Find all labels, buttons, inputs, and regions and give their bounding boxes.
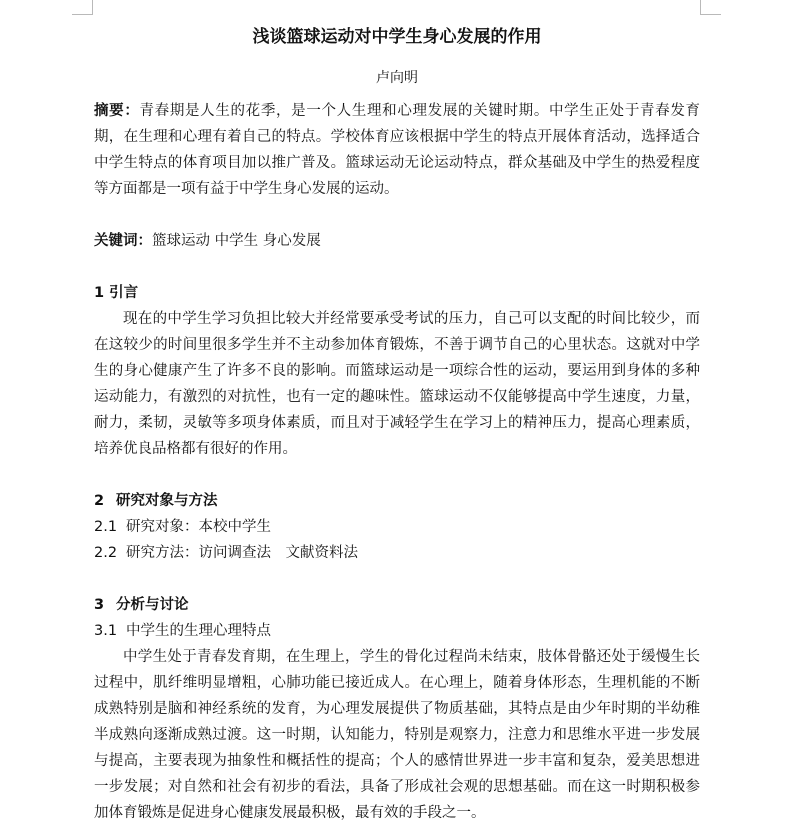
section-2-number: 2 bbox=[94, 493, 105, 509]
item-number: 2.1 bbox=[94, 519, 118, 535]
section-2-title: 研究对象与方法 bbox=[116, 493, 218, 509]
item-text: 研究对象：本校中学生 bbox=[126, 519, 271, 535]
section-2-item bbox=[94, 514, 700, 540]
spacer bbox=[94, 202, 700, 228]
crop-mark-top-right bbox=[700, 0, 721, 15]
section-1-heading: 1 引言 bbox=[94, 285, 139, 301]
section-3-heading bbox=[94, 592, 700, 618]
document-title: 浅谈篮球运动对中学生身心发展的作用 bbox=[252, 27, 542, 47]
item-text: 研究方法：访问调查法 文献资料法 bbox=[126, 545, 358, 561]
document-author: 卢向明 bbox=[376, 70, 418, 86]
subsection-number: 3.1 bbox=[94, 623, 118, 639]
keywords-line bbox=[94, 228, 700, 254]
spacer bbox=[94, 566, 700, 592]
section-2-heading bbox=[94, 488, 700, 514]
subsection-title: 中学生的生理心理特点 bbox=[126, 623, 271, 639]
section-2-item bbox=[94, 540, 700, 566]
keywords-label: 关键词： bbox=[94, 233, 152, 249]
spacer bbox=[94, 462, 700, 488]
abstract-text: 青春期是人生的花季，是一个人生理和心理发展的关键时期。中学生正处于青春发育期，在生理和心理有着自己的特点。学校体育应该根据中学生的特点开展体育活动，选择适合中学生特点的体育项目加以推广普及。篮球运动无论运动特点，群众基础及中学生的热爱程度等方面都是一项有益于中学生身心发展的运动。 bbox=[94, 103, 700, 197]
keywords-text: 篮球运动 中学生 身心发展 bbox=[152, 233, 321, 249]
abstract-paragraph bbox=[94, 98, 700, 202]
section-3-1-heading bbox=[94, 618, 700, 644]
section-3-title: 分析与讨论 bbox=[116, 597, 189, 613]
section-1-body: 现在的中学生学习负担比较大并经常要承受考试的压力，自己可以支配的时间比较少，而在这较少的时间里很多学生并不主动参加体育锻炼，不善于调节自己的心里状态。这就对中学生的身心健康产生了许多不良的影响。而篮球运动是一项综合性的运动，要运用到身体的多种运动能力，有激烈的对抗性，也有一定的趣味性。篮球运动不仅能够提高中学生速度，力量，耐力，柔韧，灵敏等多项身体素质，而且对于减轻学生在学习上的精神压力，提高心理素质，培养优良品格都有很好的作用。 bbox=[94, 311, 700, 457]
abstract-label: 摘要： bbox=[94, 103, 140, 119]
item-number: 2.2 bbox=[94, 545, 118, 561]
crop-mark-top-left bbox=[72, 0, 93, 15]
section-3-1-body: 中学生处于青春发育期，在生理上，学生的骨化过程尚未结束，肢体骨骼还处于缓慢生长过程中，肌纤维明显增粗，心肺功能已接近成人。在心理上，随着身体形态，生理机能的不断成熟特别是脑和神经系统的发育，为心理发展提供了物质基础，其特点是由少年时期的半幼稚半成熟向逐渐成熟过渡。这一时期，认知能力，特别是观察力，注意力和思维水平进一步发展与提高，主要表现为抽象性和概括性的提高；个人的感情世界进一步丰富和复杂，爱美思想进一步发展；对自然和社会有初步的看法，具备了形成社会观的思想基础。而在这一时期积极参加体育锻炼是促进身心健康发展最积极，最有效的手段之一。 bbox=[94, 649, 700, 821]
document-body bbox=[94, 22, 700, 826]
section-3-number: 3 bbox=[94, 597, 105, 613]
spacer bbox=[94, 254, 700, 280]
